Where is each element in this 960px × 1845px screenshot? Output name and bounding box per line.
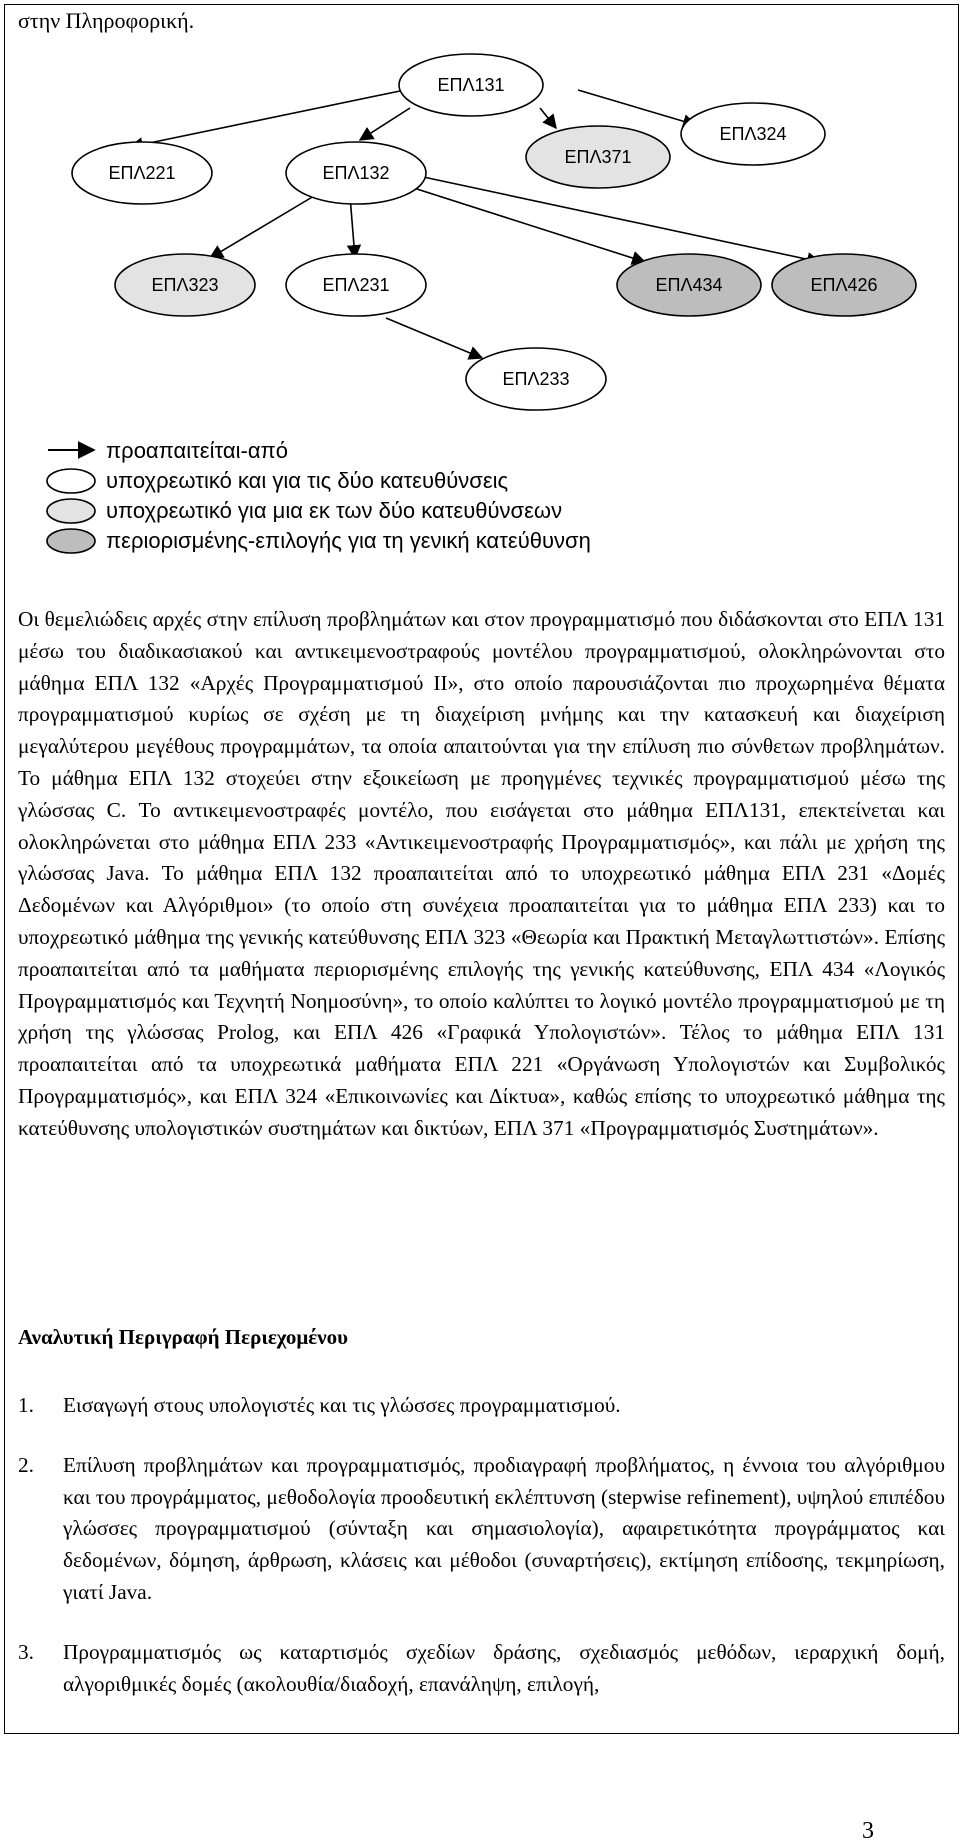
prerequisite-diagram xyxy=(0,0,960,440)
list-text: Επίλυση προβλημάτων και προγραμματισμός, προδιαγραφή προβλήματος, η έννοια του αλγόριθμου και του προγράμματος, μεθοδολογία προοδευτική εκλέπτυνση (stepwise refinement), υψηλού επιπέδου γλώσσες προγραμματισμού (σύνταξη και σημασιολογία), αφαιρετικότητα προγράμματος και δεδομένων, δόμηση, άρθρωση, κλάσεις και μέθοδοι (συναρτήσεις), εκτίμηση επίδοσης, τεκμηρίωση, γιατί Java. xyxy=(63,1452,945,1604)
list-number: 2. xyxy=(18,1452,34,1477)
node-label: ΕΠΛ132 xyxy=(322,163,390,183)
edge-132-434 xyxy=(395,182,645,262)
course-description-paragraph xyxy=(18,604,945,1145)
section-heading: Αναλυτική Περιγραφή Περιεχομένου xyxy=(18,1325,349,1349)
legend-label: προαπαιτείται-από xyxy=(106,438,288,463)
node-label: ΕΠΛ426 xyxy=(810,275,878,295)
node-epl221 xyxy=(72,142,212,204)
list-item xyxy=(18,1637,945,1701)
arrow-icon xyxy=(44,436,100,466)
node-label: ΕΠΛ221 xyxy=(108,163,176,183)
list-text: Προγραμματισμός ως καταρτισμός σχεδίων δράσης, σχεδιασμός μεθόδων, ιεραρχική δομή, αλγοριθμικές δομές (ακολουθία/διαδοχή, επανάληψη, επιλογή, xyxy=(63,1639,945,1696)
node-label: ΕΠΛ323 xyxy=(151,275,219,295)
edge-132-231 xyxy=(350,196,355,258)
edge-131-132 xyxy=(360,108,410,140)
node-epl426 xyxy=(772,254,916,316)
node-epl323 xyxy=(115,254,255,316)
node-epl231 xyxy=(286,254,426,316)
node-label: ΕΠΛ131 xyxy=(437,75,505,95)
node-epl371 xyxy=(526,126,670,188)
node-label: ΕΠΛ434 xyxy=(655,275,723,295)
node-label: ΕΠΛ233 xyxy=(502,369,570,389)
edge-231-233 xyxy=(386,318,482,358)
list-text: Εισαγωγή στους υπολογιστές και τις γλώσσες προγραμματισμού. xyxy=(63,1393,621,1417)
node-label: ΕΠΛ371 xyxy=(564,147,632,167)
light-gray-ellipse-icon xyxy=(44,496,100,526)
node-epl131 xyxy=(399,54,543,116)
list-number: 3. xyxy=(18,1639,34,1664)
content-list xyxy=(18,1390,945,1728)
node-epl434 xyxy=(617,254,761,316)
list-number: 1. xyxy=(18,1393,34,1417)
edge-131-221 xyxy=(130,91,400,147)
node-label: ΕΠΛ231 xyxy=(322,275,390,295)
legend-label: περιορισμένης-επιλογής για τη γενική κατεύθυνση xyxy=(106,528,591,553)
legend-label: υποχρεωτικό και για τις δύο κατευθύνσεις xyxy=(106,468,509,493)
edge-131-324 xyxy=(578,90,696,125)
list-item xyxy=(18,1390,945,1422)
dark-gray-ellipse-icon xyxy=(44,526,100,556)
white-ellipse-icon xyxy=(44,466,100,496)
page-number: 3 xyxy=(862,1818,874,1844)
paragraph-text: Οι θεμελιώδεις αρχές στην επίλυση προβλημάτων και στον προγραμματισμό που διδάσκονται στο ΕΠΛ 131 μέσω του διαδικασιακού και αντικειμενοστραφούς μοντέλου προγραμματισμού, ολοκληρώνονται στο μάθημα ΕΠΛ 132 «Αρχές Προγραμματισμού ΙΙ», στο οποίο παρουσιάζονται πιο προχωρημένα θέματα προγραμματισμού κυρίως σε σχέση με τη διαχείριση μνήμης και την κατασκευή και διαχείριση μεγαλύτερου μεγέθους προγραμμάτων, τα οποία απαιτούνται για την επίλυση πιο σύνθετων προβλημάτων. Το μάθημα ΕΠΛ 132 στοχεύει στην εξοικείωση με προηγμένες τεχνικές προγραμματισμού μέσω της γλώσσας C. Το αντικειμενοστραφές μοντέλο, που εισάγεται στο μάθημα ΕΠΛ131, επεκτείνεται και ολοκληρώνεται στο μάθημα ΕΠΛ 233 «Αντικειμενοστραφής Προγραμματισμός», και πάλι με χρήση της γλώσσας Java. Το μάθημα ΕΠΛ 132 προαπαιτείται από το υποχρεωτικό μάθημα ΕΠΛ 231 «Δομές Δεδομένων και Αλγόριθμοι» (το οποίο στη συνέχεια προαπαιτείται για το μάθημα ΕΠΛ 233) και το υποχρεωτικό μάθημα της γενικής κατεύθυνσης ΕΠΛ 323 «Θεωρία και Πρακτική Μεταγλωττιστών». Επίσης προαπαιτείται από τα μαθήματα περιορισμένης επιλογής της γενικής κατεύθυνσης, ΕΠΛ 434 «Λογικός Προγραμματισμός και Τεχνητή Νοημοσύνη», το οποίο καλύπτει το λογικό μοντέλο προγραμματισμού με τη χρήση της γλώσσας Prolog, και ΕΠΛ 426 «Γραφικά Υπολογιστών». Τέλος το μάθημα ΕΠΛ 131 προαπαιτείται από τα υποχρεωτικά μαθήματα ΕΠΛ 221 «Οργάνωση Υπολογιστών και Συμβολικός Προγραμματισμός», και ΕΠΛ 324 «Επικοινωνίες και Δίκτυα», καθώς επίσης το υποχρεωτικό μάθημα της κατεύθυνσης υπολογιστικών συστημάτων και δικτύων, ΕΠΛ 371 «Προγραμματισμός Συστημάτων». xyxy=(18,607,945,1140)
node-label: ΕΠΛ324 xyxy=(719,124,787,144)
legend-label: υποχρεωτικό για μια εκ των δύο κατευθύνσεων xyxy=(106,498,563,523)
edge-131-371 xyxy=(540,108,556,128)
node-epl132 xyxy=(286,142,426,204)
node-epl233 xyxy=(466,348,606,410)
continuation-line: στην Πληροφορική. xyxy=(18,8,195,33)
node-epl324 xyxy=(681,103,825,165)
list-item xyxy=(18,1450,945,1609)
edge-132-323 xyxy=(210,196,314,258)
